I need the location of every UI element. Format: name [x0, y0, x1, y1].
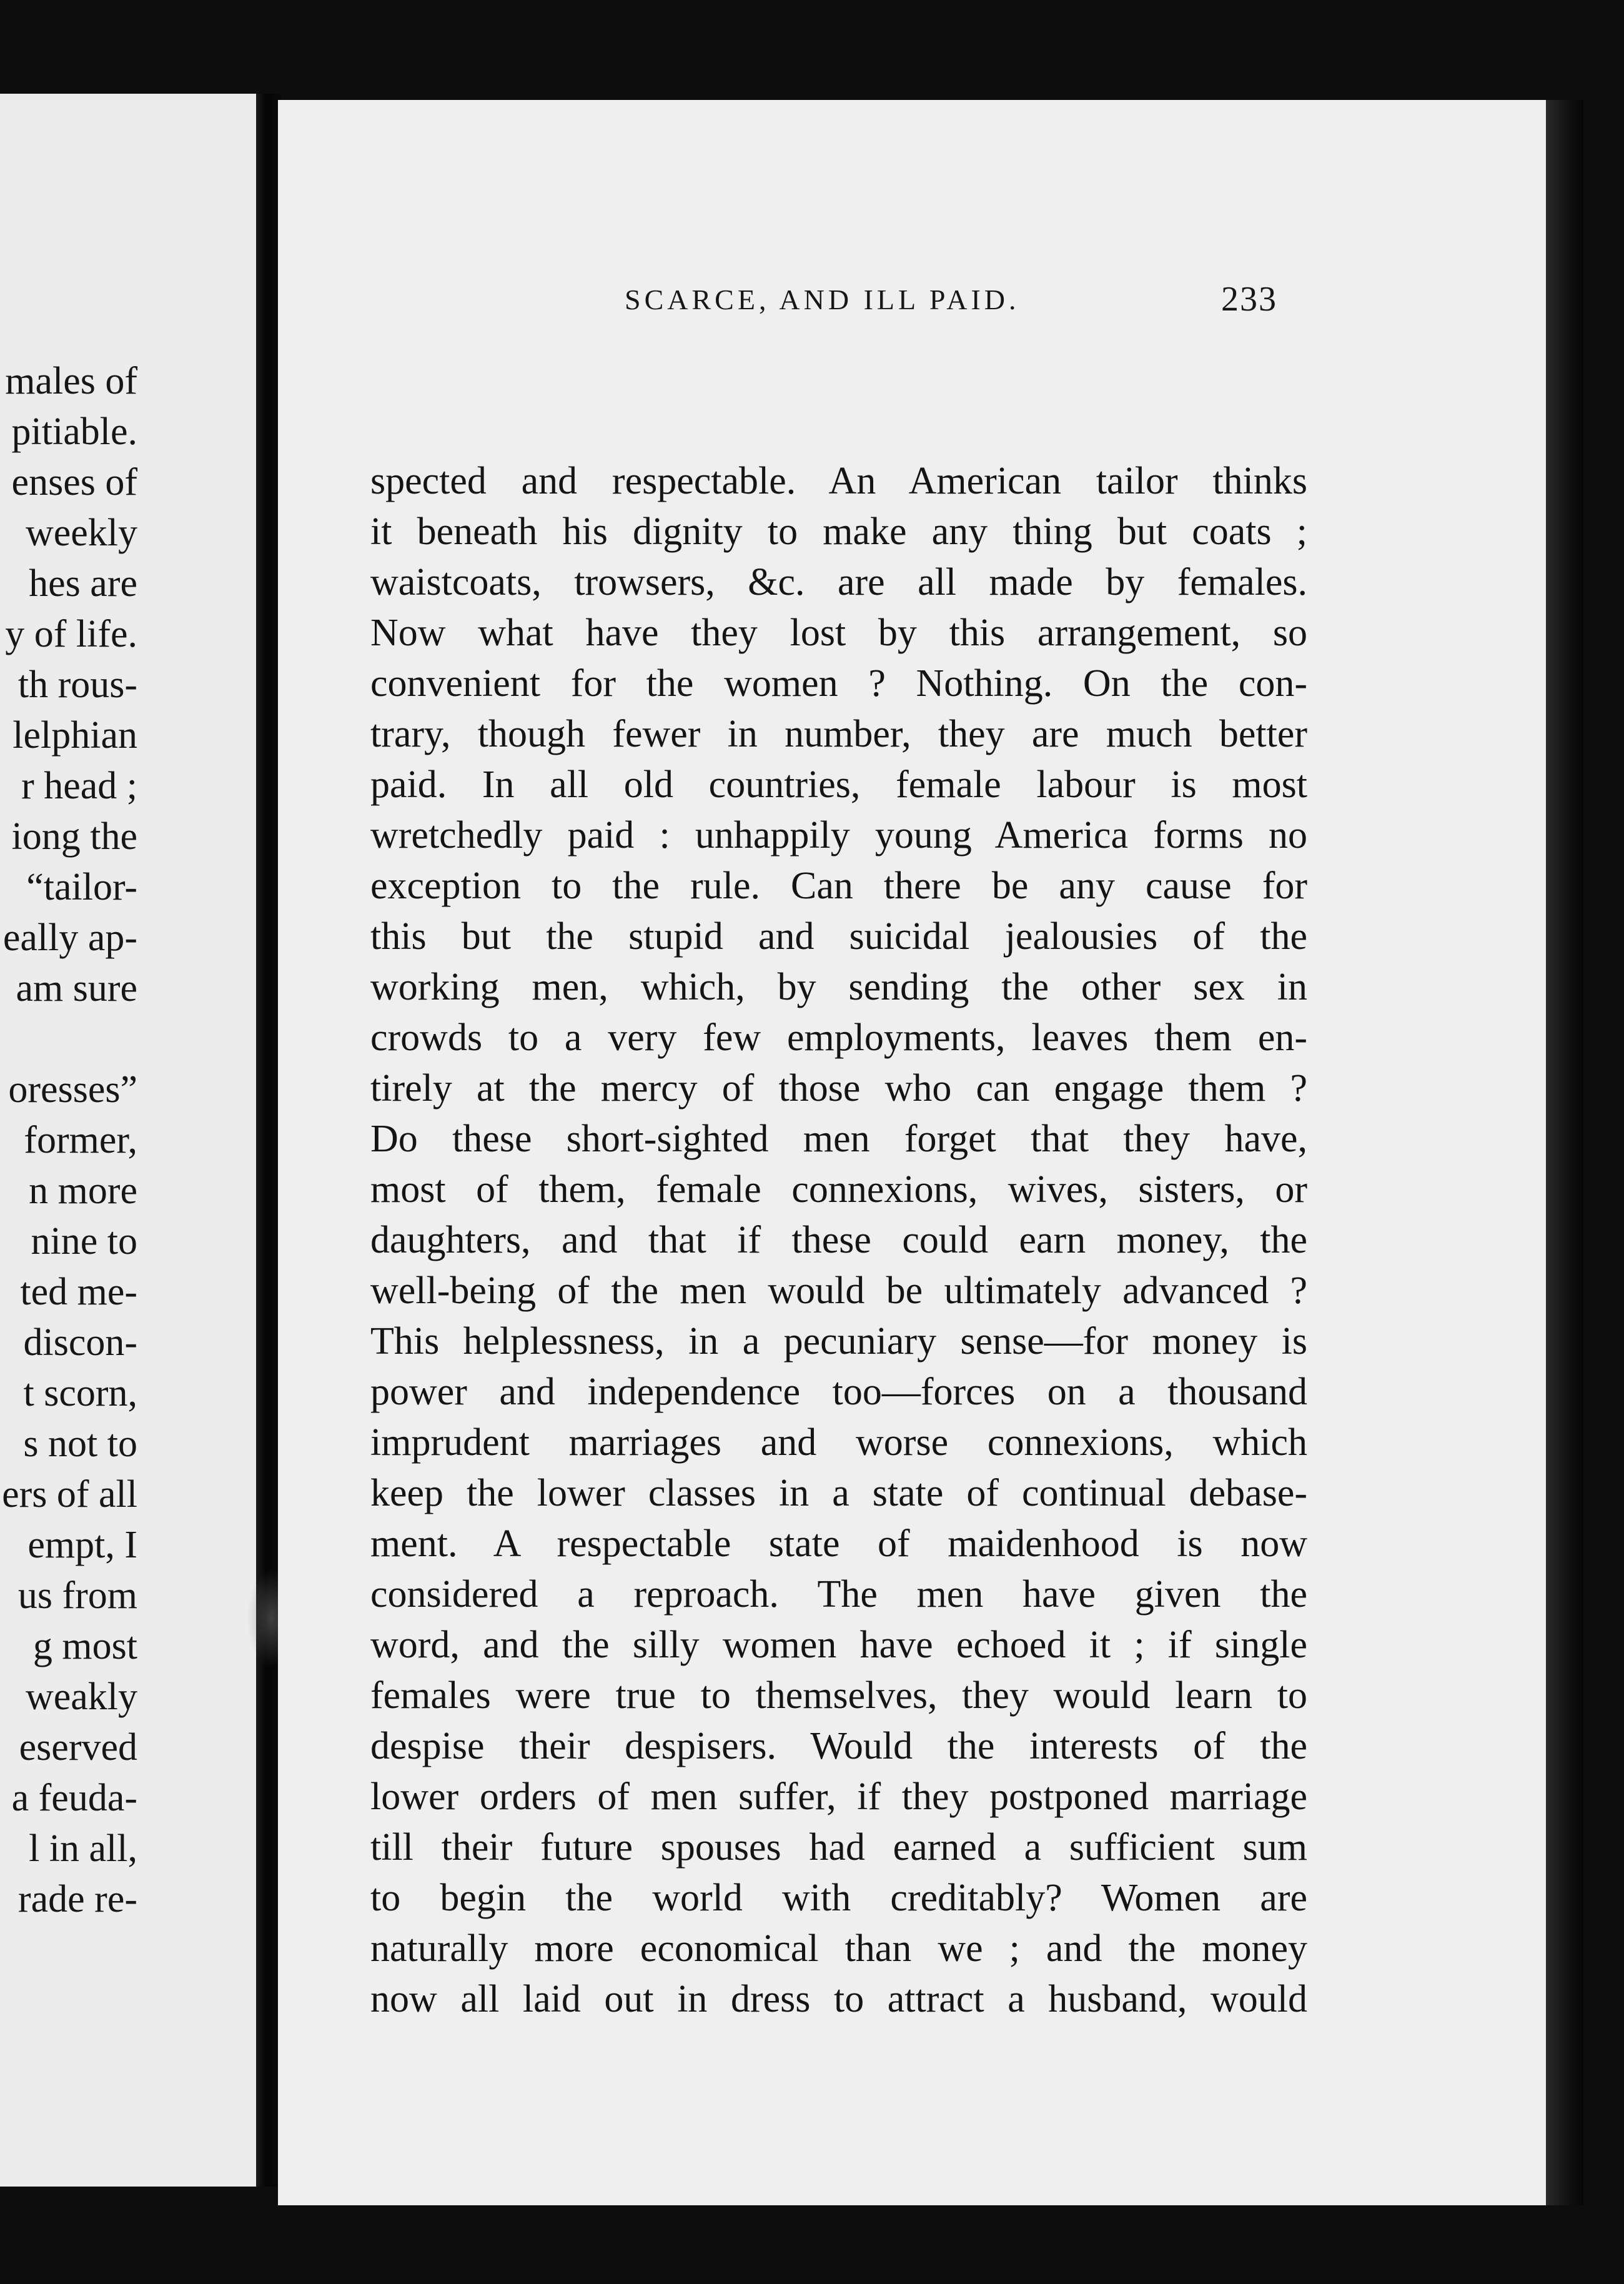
text-line: tirely at the mercy of those who can engage them ? [370, 1067, 1307, 1110]
text-line: working men, which, by sending the other sex in [370, 966, 1307, 1008]
text-line: crowds to a very few employments, leaves them en- [370, 1016, 1307, 1059]
text-line: exception to the rule. Can there be any cause for [370, 865, 1307, 907]
left-text-line: hes are [29, 562, 137, 605]
page-edge-shadow [1546, 100, 1583, 2205]
text-line: waistcoats, trowsers, &c. are all made by females. [370, 561, 1307, 603]
left-text-line: former, [24, 1119, 137, 1161]
left-text-line: discon- [23, 1321, 137, 1364]
left-text-line: “tailor- [26, 866, 137, 908]
book-spine-shadow [256, 94, 281, 2187]
left-text-line: enses of [11, 461, 137, 504]
left-text-line: a feuda- [11, 1777, 137, 1819]
left-text-line: am sure [16, 967, 137, 1010]
text-line: This helplessness, in a pecuniary sense—for money is [370, 1320, 1307, 1363]
left-text-line: eally ap- [2, 916, 137, 959]
text-line: till their future spouses had earned a sufficient sum [370, 1826, 1307, 1869]
running-title: SCARCE, AND ILL PAID. [625, 284, 1020, 315]
left-page [0, 94, 262, 2187]
text-line: imprudent marriages and worse connexions, which [370, 1421, 1307, 1464]
text-line: this but the stupid and suicidal jealousies of the [370, 915, 1307, 958]
left-text-line: us from [17, 1574, 137, 1617]
left-text-line: oresses” [8, 1068, 137, 1111]
text-line: considered a reproach. The men have given the [370, 1573, 1307, 1616]
text-line: despise their despisers. Would the interests of the [370, 1725, 1307, 1767]
left-text-line: g most [32, 1625, 137, 1667]
text-line: lower orders of men suffer, if they postponed marriage [370, 1775, 1307, 1818]
page-number: 233 [1221, 280, 1277, 319]
body-text [370, 456, 1307, 2025]
left-text-line: t scorn, [23, 1372, 137, 1414]
left-text-line: l in all, [29, 1827, 137, 1870]
text-line: spected and respectable. An American tailor thinks [370, 460, 1307, 502]
text-line: to begin the world with creditably? Women are [370, 1877, 1307, 1919]
text-line: well-being of the men would be ultimately advanced ? [370, 1269, 1307, 1312]
text-line: wretchedly paid : unhappily young America forms no [370, 814, 1307, 856]
left-text-line: s not to [23, 1423, 137, 1465]
left-text-line: males of [5, 360, 137, 402]
text-line: most of them, female connexions, wives, sisters, or [370, 1168, 1307, 1211]
left-text-line: r head ; [21, 765, 137, 807]
text-line: trary, though fewer in number, they are much better [370, 713, 1307, 755]
text-line: power and independence too—forces on a thousand [370, 1371, 1307, 1413]
text-line: keep the lower classes in a state of continual debase- [370, 1472, 1307, 1514]
left-text-line: y of life. [5, 613, 137, 655]
left-text-line: rade re- [18, 1878, 137, 1920]
left-text-line: pitiable. [11, 410, 137, 453]
left-text-line: n more [29, 1169, 137, 1212]
text-line: Now what have they lost by this arrangement, so [370, 612, 1307, 654]
left-text-line: weakly [25, 1676, 137, 1718]
left-page-text [2, 356, 137, 1925]
left-text-line: iong the [11, 815, 137, 858]
left-text-line: ers of all [2, 1473, 137, 1516]
text-line: naturally more economical than we ; and the money [370, 1927, 1307, 1970]
text-line: convenient for the women ? Nothing. On the con- [370, 662, 1307, 705]
text-line: daughters, and that if these could earn money, the [370, 1219, 1307, 1261]
text-line: it beneath his dignity to make any thing but coats ; [370, 510, 1307, 553]
left-text-line: weekly [25, 512, 137, 554]
right-page [278, 100, 1546, 2205]
left-text-line [2, 1014, 137, 1065]
left-text-line: ted me- [20, 1271, 137, 1313]
text-line: now all laid out in dress to attract a husband, would [370, 1978, 1307, 2020]
left-text-line: th rous- [17, 663, 137, 706]
text-line: word, and the silly women have echoed it ; if single [370, 1624, 1307, 1666]
text-line: females were true to themselves, they would learn to [370, 1674, 1307, 1717]
left-text-line: eserved [19, 1726, 137, 1769]
text-line: ment. A respectable state of maidenhood is now [370, 1522, 1307, 1565]
left-text-line: nine to [31, 1220, 137, 1263]
left-text-line: empt, I [27, 1524, 137, 1566]
text-line: Do these short-sighted men forget that they have, [370, 1118, 1307, 1160]
text-line: paid. In all old countries, female labour is most [370, 763, 1307, 806]
left-text-line: lelphian [12, 714, 137, 757]
